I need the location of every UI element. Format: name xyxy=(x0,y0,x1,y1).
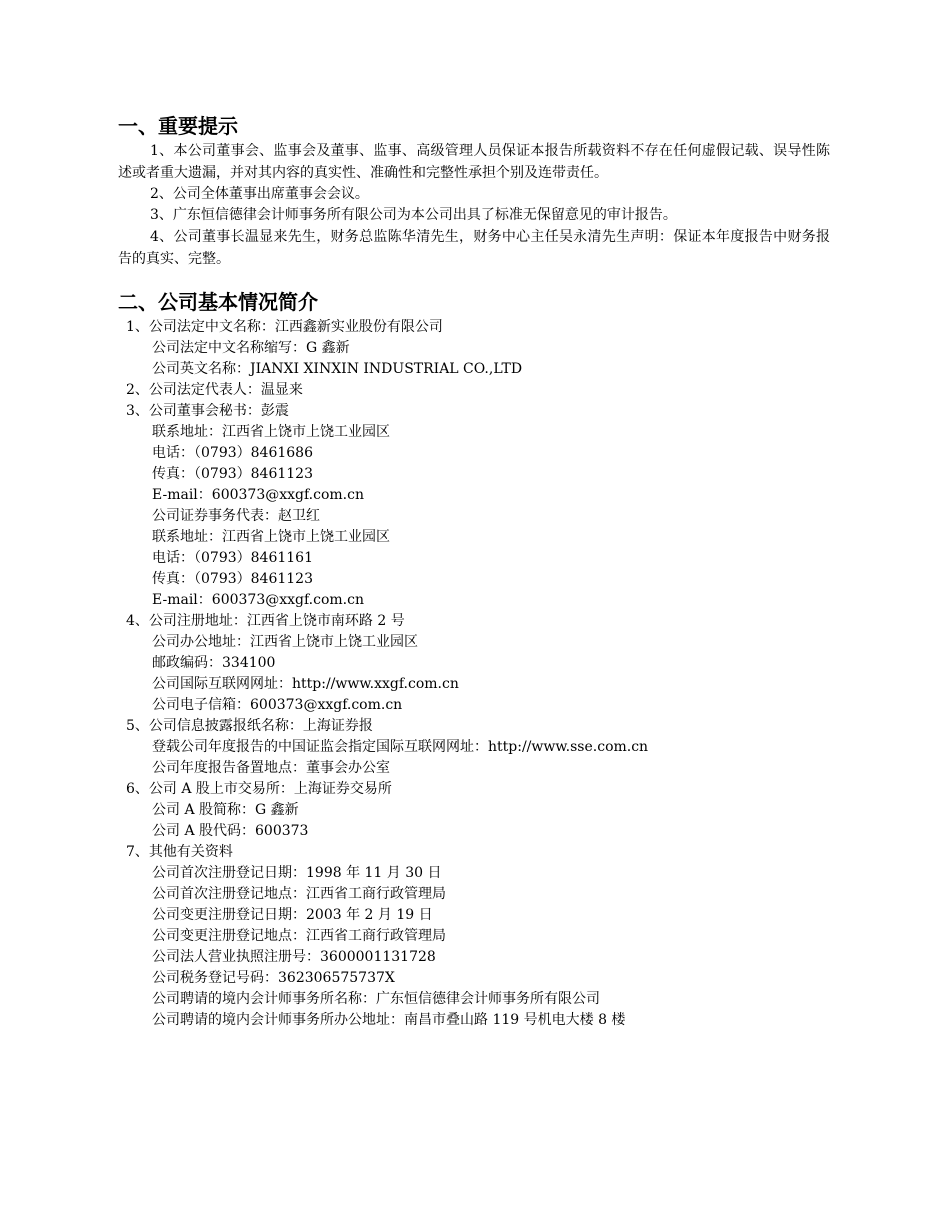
info-row xyxy=(152,737,648,758)
info-label: 1、公司法定中文名称： xyxy=(126,319,275,335)
info-value: 江西省上饶市南环路 2 号 xyxy=(246,613,405,629)
info-row xyxy=(152,422,390,443)
notice-paragraph: 3、广东恒信德律会计师事务所有限公司为本公司出具了标准无保留意见的审计报告。 xyxy=(150,207,677,223)
section-heading-important-notice: 一、重要提示 xyxy=(118,114,238,138)
info-value: 1998 年 11 月 30 日 xyxy=(306,865,442,881)
info-label: 公司变更注册登记日期： xyxy=(152,907,306,923)
info-label: 3、公司董事会秘书： xyxy=(126,403,261,419)
info-row xyxy=(152,674,459,695)
info-row xyxy=(126,380,303,401)
info-row xyxy=(152,695,402,716)
info-value: 600373@xxgf.com.cn xyxy=(211,487,364,503)
info-value: 2003 年 2 月 19 日 xyxy=(306,907,433,923)
info-value: G 鑫新 xyxy=(255,802,299,818)
info-value: 江西省上饶市上饶工业园区 xyxy=(222,424,390,440)
info-value: 江西省工商行政管理局 xyxy=(306,928,446,944)
info-label: 公司变更注册登记地点： xyxy=(152,928,306,944)
info-value: （0793）8461123 xyxy=(194,571,313,587)
info-row xyxy=(152,632,418,653)
info-label: 4、公司注册地址： xyxy=(126,613,247,629)
info-value: 362306575737X xyxy=(278,970,395,986)
info-row xyxy=(126,842,233,863)
info-label: 公司电子信箱： xyxy=(152,697,250,713)
info-value: 600373@xxgf.com.cn xyxy=(211,592,364,608)
info-row xyxy=(152,1010,625,1031)
info-row xyxy=(152,800,299,821)
info-value: 温显来 xyxy=(260,382,303,398)
info-row xyxy=(152,485,364,506)
info-label: 公司办公地址： xyxy=(152,634,250,650)
info-label: 公司证券事务代表： xyxy=(152,508,278,524)
info-row xyxy=(152,590,364,611)
info-row xyxy=(152,338,350,359)
info-label: 公司首次注册登记地点： xyxy=(152,886,306,902)
info-label: 邮政编码： xyxy=(152,655,222,671)
info-label: 公司年度报告备置地点： xyxy=(152,760,306,776)
info-label: 登载公司年度报告的中国证监会指定国际互联网网址： xyxy=(152,739,488,755)
info-value: （0793）8461686 xyxy=(194,445,313,461)
info-row xyxy=(152,527,390,548)
info-label: 公司法人营业执照注册号： xyxy=(152,949,320,965)
info-label: 公司国际互联网网址： xyxy=(152,676,292,692)
info-label: 6、公司 A 股上市交易所： xyxy=(126,781,294,797)
info-value: 上海证券交易所 xyxy=(293,781,392,797)
info-value: 赵卫红 xyxy=(278,508,320,524)
info-row xyxy=(152,884,446,905)
info-value: http://www.sse.com.cn xyxy=(488,739,649,755)
info-row xyxy=(152,821,308,842)
info-row xyxy=(152,443,313,464)
info-row xyxy=(152,359,522,380)
info-label: 公司英文名称： xyxy=(152,361,250,377)
info-value: 南昌市叠山路 119 号机电大楼 8 楼 xyxy=(404,1012,626,1028)
info-row xyxy=(126,401,289,422)
info-value: 上海证券报 xyxy=(302,718,373,734)
info-value: 334100 xyxy=(222,655,276,671)
info-row xyxy=(152,569,313,590)
info-label: 传真： xyxy=(152,571,194,587)
info-value: （0793）8461161 xyxy=(194,550,313,566)
info-label: 2、公司法定代表人： xyxy=(126,382,261,398)
info-label: 电话： xyxy=(152,445,194,461)
info-label: 联系地址： xyxy=(152,424,222,440)
info-label: E-mail： xyxy=(152,592,212,608)
info-label: 公司聘请的境内会计师事务所办公地址： xyxy=(152,1012,404,1028)
info-label: 公司首次注册登记日期： xyxy=(152,865,306,881)
section-heading-company-profile: 二、公司基本情况简介 xyxy=(118,290,318,314)
info-label: 公司 A 股简称： xyxy=(152,802,256,818)
info-value: 600373 xyxy=(255,823,309,839)
info-value: 600373@xxgf.com.cn xyxy=(250,697,403,713)
notice-paragraph: 2、公司全体董事出席董事会会议。 xyxy=(150,186,369,202)
info-value: http://www.xxgf.com.cn xyxy=(292,676,459,692)
info-row xyxy=(152,464,313,485)
info-value: 江西鑫新实业股份有限公司 xyxy=(274,319,443,335)
info-row xyxy=(152,968,395,989)
info-value: （0793）8461123 xyxy=(194,466,313,482)
info-label: 5、公司信息披露报纸名称： xyxy=(126,718,303,734)
info-label: 公司法定中文名称缩写： xyxy=(152,340,306,356)
info-row xyxy=(152,905,433,926)
info-row xyxy=(126,716,373,737)
info-row xyxy=(152,863,442,884)
info-value: 彭震 xyxy=(260,403,289,419)
info-row xyxy=(126,611,405,632)
info-row xyxy=(152,506,320,527)
info-value: JIANXI XINXIN INDUSTRIAL CO.,LTD xyxy=(250,361,523,377)
info-row xyxy=(152,926,446,947)
notice-paragraph: 1、本公司董事会、监事会及董事、监事、高级管理人员保证本报告所载资料不存在任何虚假记载、误导性陈述或者重大遗漏，并对其内容的真实性、准确性和完整性承担个别及连带责任。 xyxy=(118,143,830,181)
info-label: 传真： xyxy=(152,466,194,482)
info-row xyxy=(126,779,392,800)
info-label: 公司 A 股代码： xyxy=(152,823,256,839)
info-value: 江西省上饶市上饶工业园区 xyxy=(222,529,390,545)
info-row xyxy=(152,989,600,1010)
info-row xyxy=(126,317,443,338)
info-label: 公司税务登记号码： xyxy=(152,970,278,986)
info-value: G 鑫新 xyxy=(306,340,350,356)
info-value: 江西省上饶市上饶工业园区 xyxy=(250,634,418,650)
info-value: 3600001131728 xyxy=(320,949,436,965)
info-label: E-mail： xyxy=(152,487,212,503)
info-label: 联系地址： xyxy=(152,529,222,545)
info-value: 江西省工商行政管理局 xyxy=(306,886,446,902)
info-row xyxy=(152,947,436,968)
info-row xyxy=(152,653,275,674)
info-value: 广东恒信德律会计师事务所有限公司 xyxy=(376,991,600,1007)
notice-paragraph: 4、公司董事长温显来先生，财务总监陈华清先生，财务中心主任吴永清先生声明：保证本年度报告中财务报告的真实、完整。 xyxy=(118,229,830,267)
info-value: 董事会办公室 xyxy=(306,760,390,776)
info-row xyxy=(152,758,390,779)
info-label: 7、其他有关资料 xyxy=(126,844,233,860)
info-row xyxy=(152,548,313,569)
info-label: 电话： xyxy=(152,550,194,566)
info-label: 公司聘请的境内会计师事务所名称： xyxy=(152,991,376,1007)
